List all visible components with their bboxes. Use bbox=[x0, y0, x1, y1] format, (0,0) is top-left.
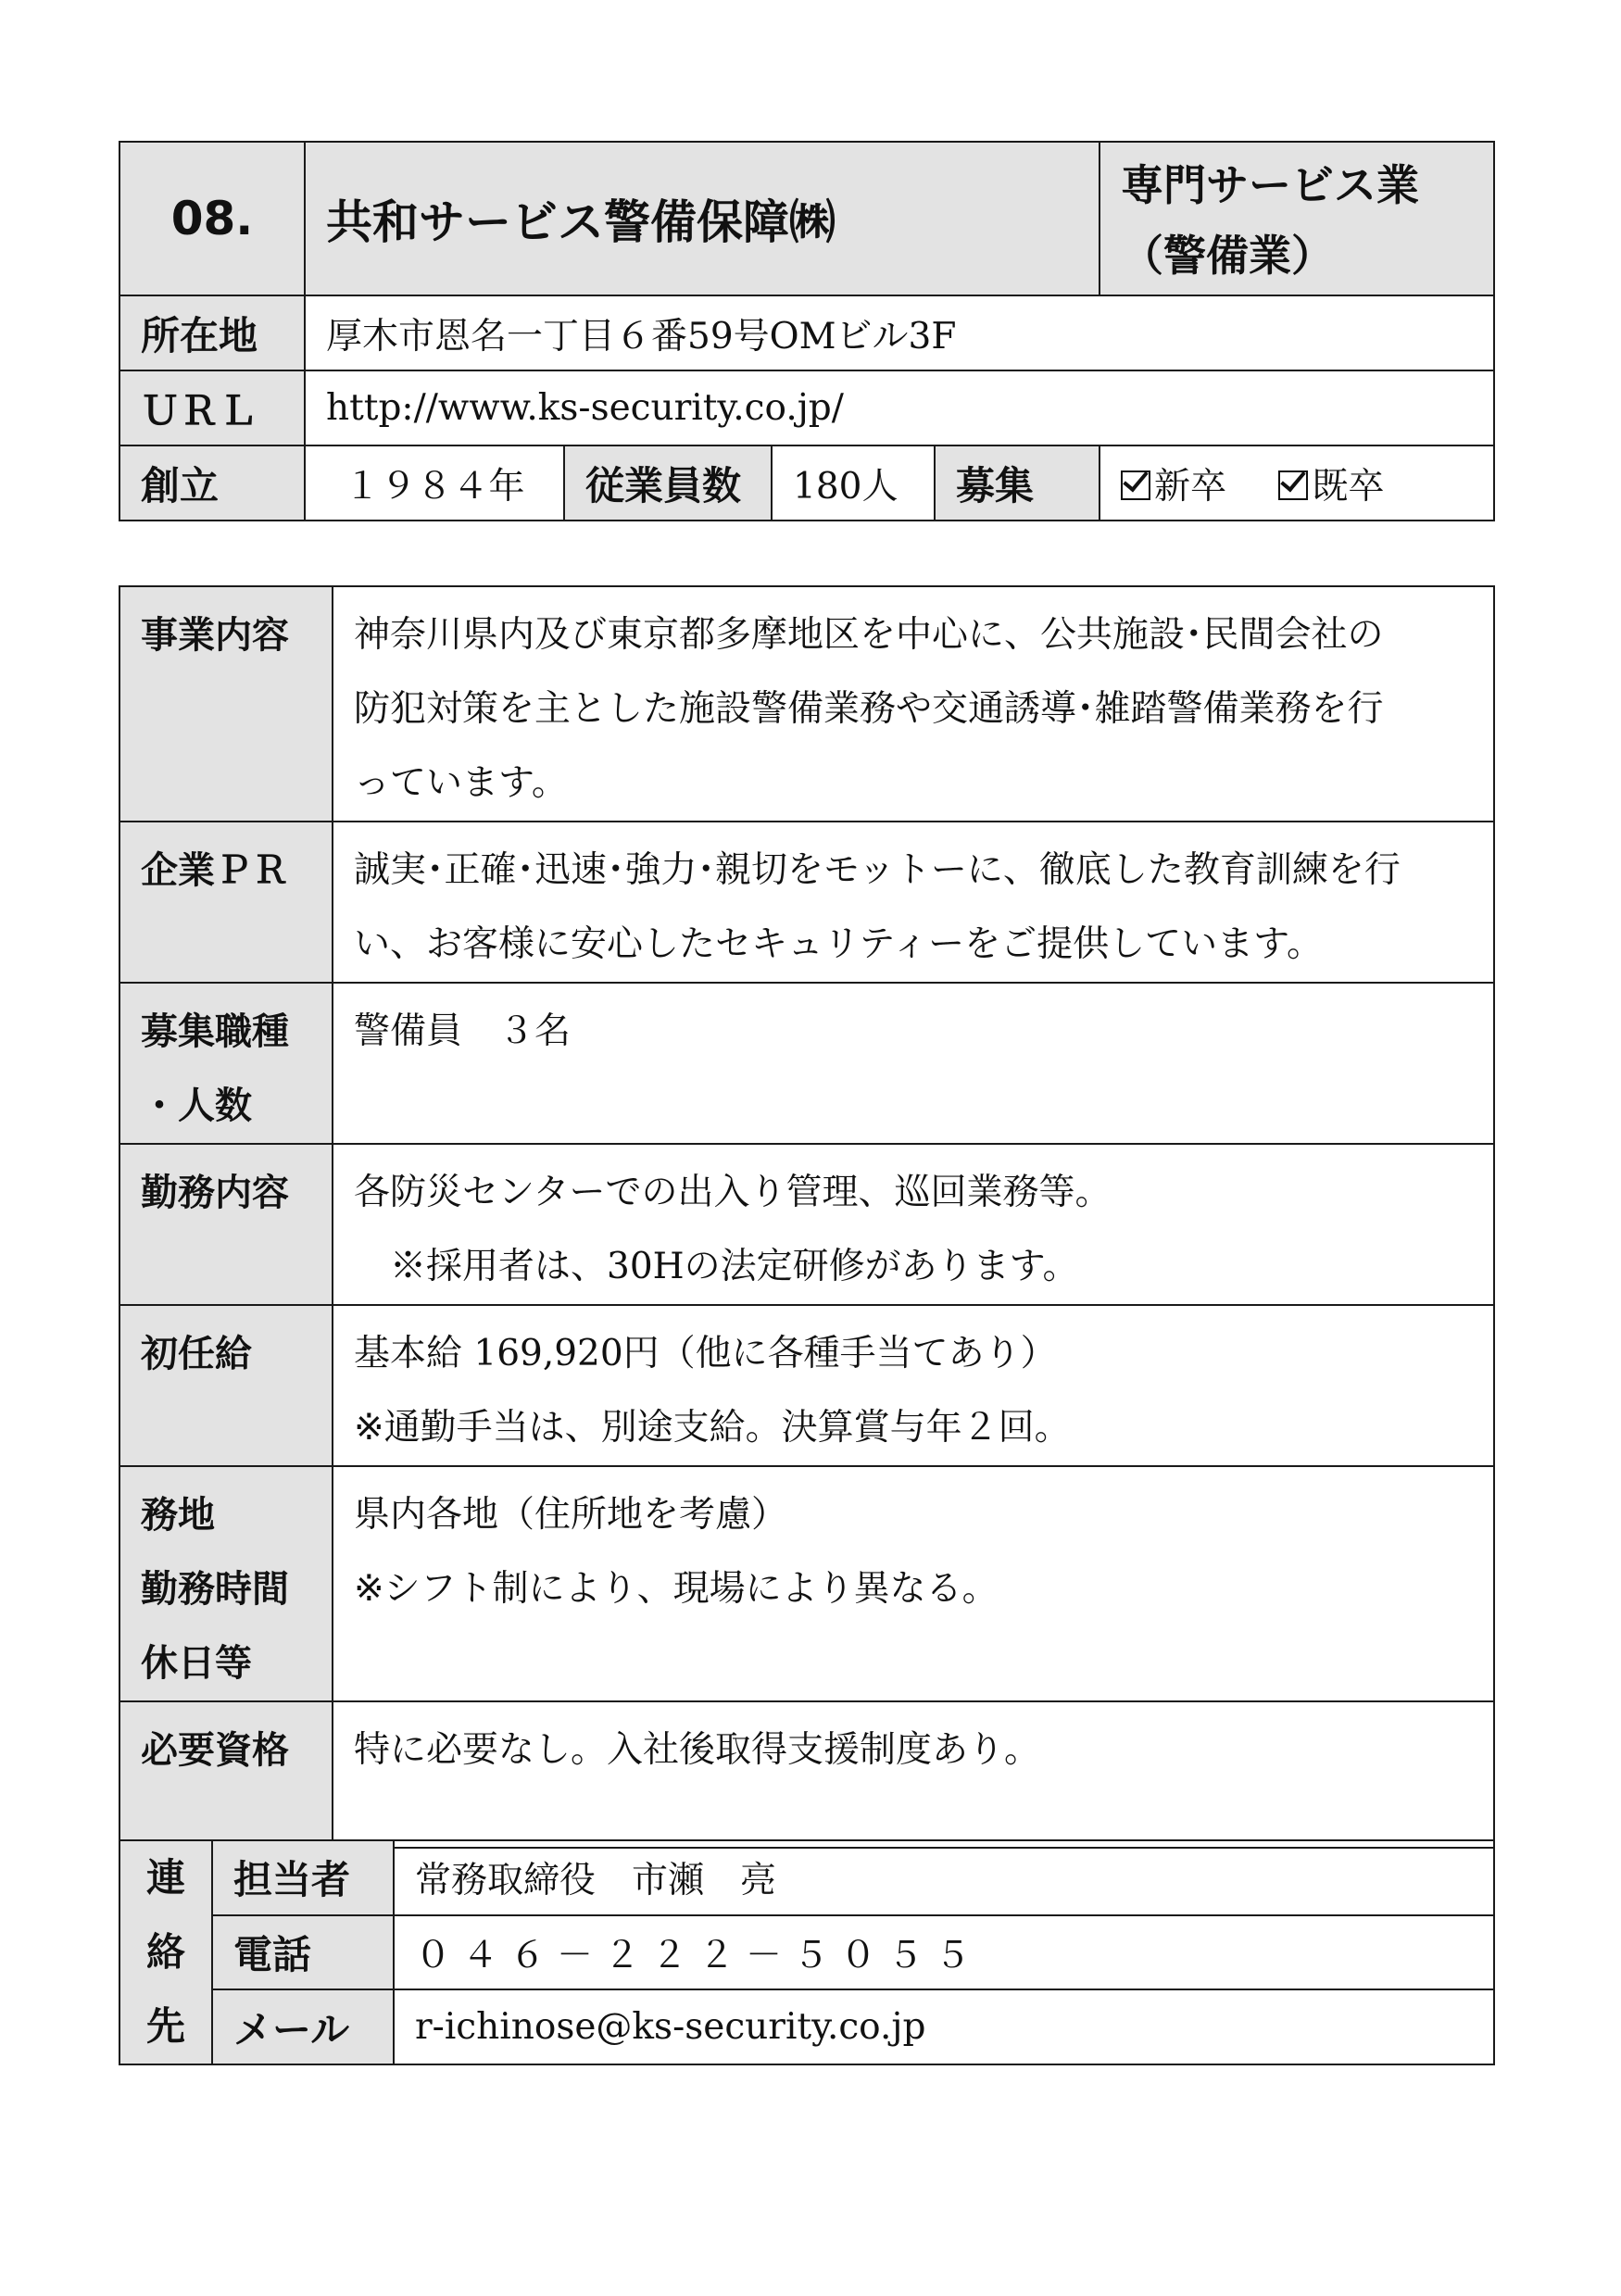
checkbox-checked-icon bbox=[1121, 470, 1150, 500]
phone-value: ０４６－２２２－５０５５ bbox=[394, 1915, 1494, 1990]
entry-number: 08. bbox=[119, 142, 305, 295]
founded-label: 創立 bbox=[119, 445, 305, 521]
email-label: メール bbox=[212, 1989, 394, 2064]
company-header-table bbox=[119, 141, 1495, 521]
positions-text: 警備員 ３名 bbox=[333, 983, 1494, 1144]
contact-group-label: 連 絡 先 bbox=[119, 1840, 212, 2064]
checkbox-experienced[interactable]: 既卒 bbox=[1278, 458, 1384, 509]
employees-value: 180人 bbox=[772, 445, 935, 521]
positions-label: 募集職種 ・人数 bbox=[119, 983, 333, 1144]
contact-table bbox=[119, 1839, 1495, 2065]
person-value: 常務取締役 市瀬 亮 bbox=[394, 1840, 1494, 1915]
person-label: 担当者 bbox=[212, 1840, 394, 1915]
location-value: 厚木市恩名一丁目６番59号OMビル3F bbox=[305, 295, 1494, 370]
recruit-options bbox=[1100, 445, 1494, 521]
business-label: 事業内容 bbox=[119, 586, 333, 822]
salary-label: 初任給 bbox=[119, 1305, 333, 1466]
url-link[interactable]: http://www.ks-security.co.jp/ bbox=[305, 370, 1494, 445]
duties-label: 勤務内容 bbox=[119, 1144, 333, 1305]
duties-text: 各防災センターでの出入り管理、巡回業務等。 ※採用者は、30Hの法定研修があります。 bbox=[333, 1144, 1494, 1305]
workplace-hours-text: 県内各地（住所地を考慮） ※シフト制により、現場により異なる。 bbox=[333, 1466, 1494, 1701]
url-label: ＵＲＬ bbox=[119, 370, 305, 445]
phone-label: 電話 bbox=[212, 1915, 394, 1990]
details-table bbox=[119, 585, 1495, 1849]
pr-text: 誠実･正確･迅速･強力･親切をモットーに、徹底した教育訓練を行 い、お客様に安心したセキュリティーをご提供しています。 bbox=[333, 822, 1494, 983]
email-link[interactable]: r-ichinose@ks-security.co.jp bbox=[394, 1989, 1494, 2064]
employees-label: 従業員数 bbox=[564, 445, 772, 521]
company-name: 共和サービス警備保障㈱ bbox=[305, 142, 1100, 295]
founded-value: １９８４年 bbox=[305, 445, 564, 521]
business-text: 神奈川県内及び東京都多摩地区を中心に、公共施設･民間会社の 防犯対策を主とした施設警備業務や交通誘導･雑踏警備業務を行 っています。 bbox=[333, 586, 1494, 822]
checkbox-new-grad[interactable]: 新卒 bbox=[1121, 458, 1226, 509]
recruit-label: 募集 bbox=[935, 445, 1100, 521]
location-label: 所在地 bbox=[119, 295, 305, 370]
workplace-hours-label: 務地 勤務時間 休日等 bbox=[119, 1466, 333, 1701]
industry bbox=[1100, 142, 1494, 295]
qualifications-text: 特に必要なし。入社後取得支援制度あり。 bbox=[333, 1701, 1494, 1848]
pr-label: 企業ＰＲ bbox=[119, 822, 333, 983]
industry-line-1: 専門サービス業 bbox=[1121, 160, 1419, 210]
salary-text: 基本給 169,920円（他に各種手当てあり） ※通勤手当は、別途支給。決算賞与年２回。 bbox=[333, 1305, 1494, 1466]
checkbox-checked-icon bbox=[1278, 470, 1308, 500]
qualifications-label: 必要資格 bbox=[119, 1701, 333, 1848]
industry-line-2: （警備業） bbox=[1121, 231, 1334, 281]
